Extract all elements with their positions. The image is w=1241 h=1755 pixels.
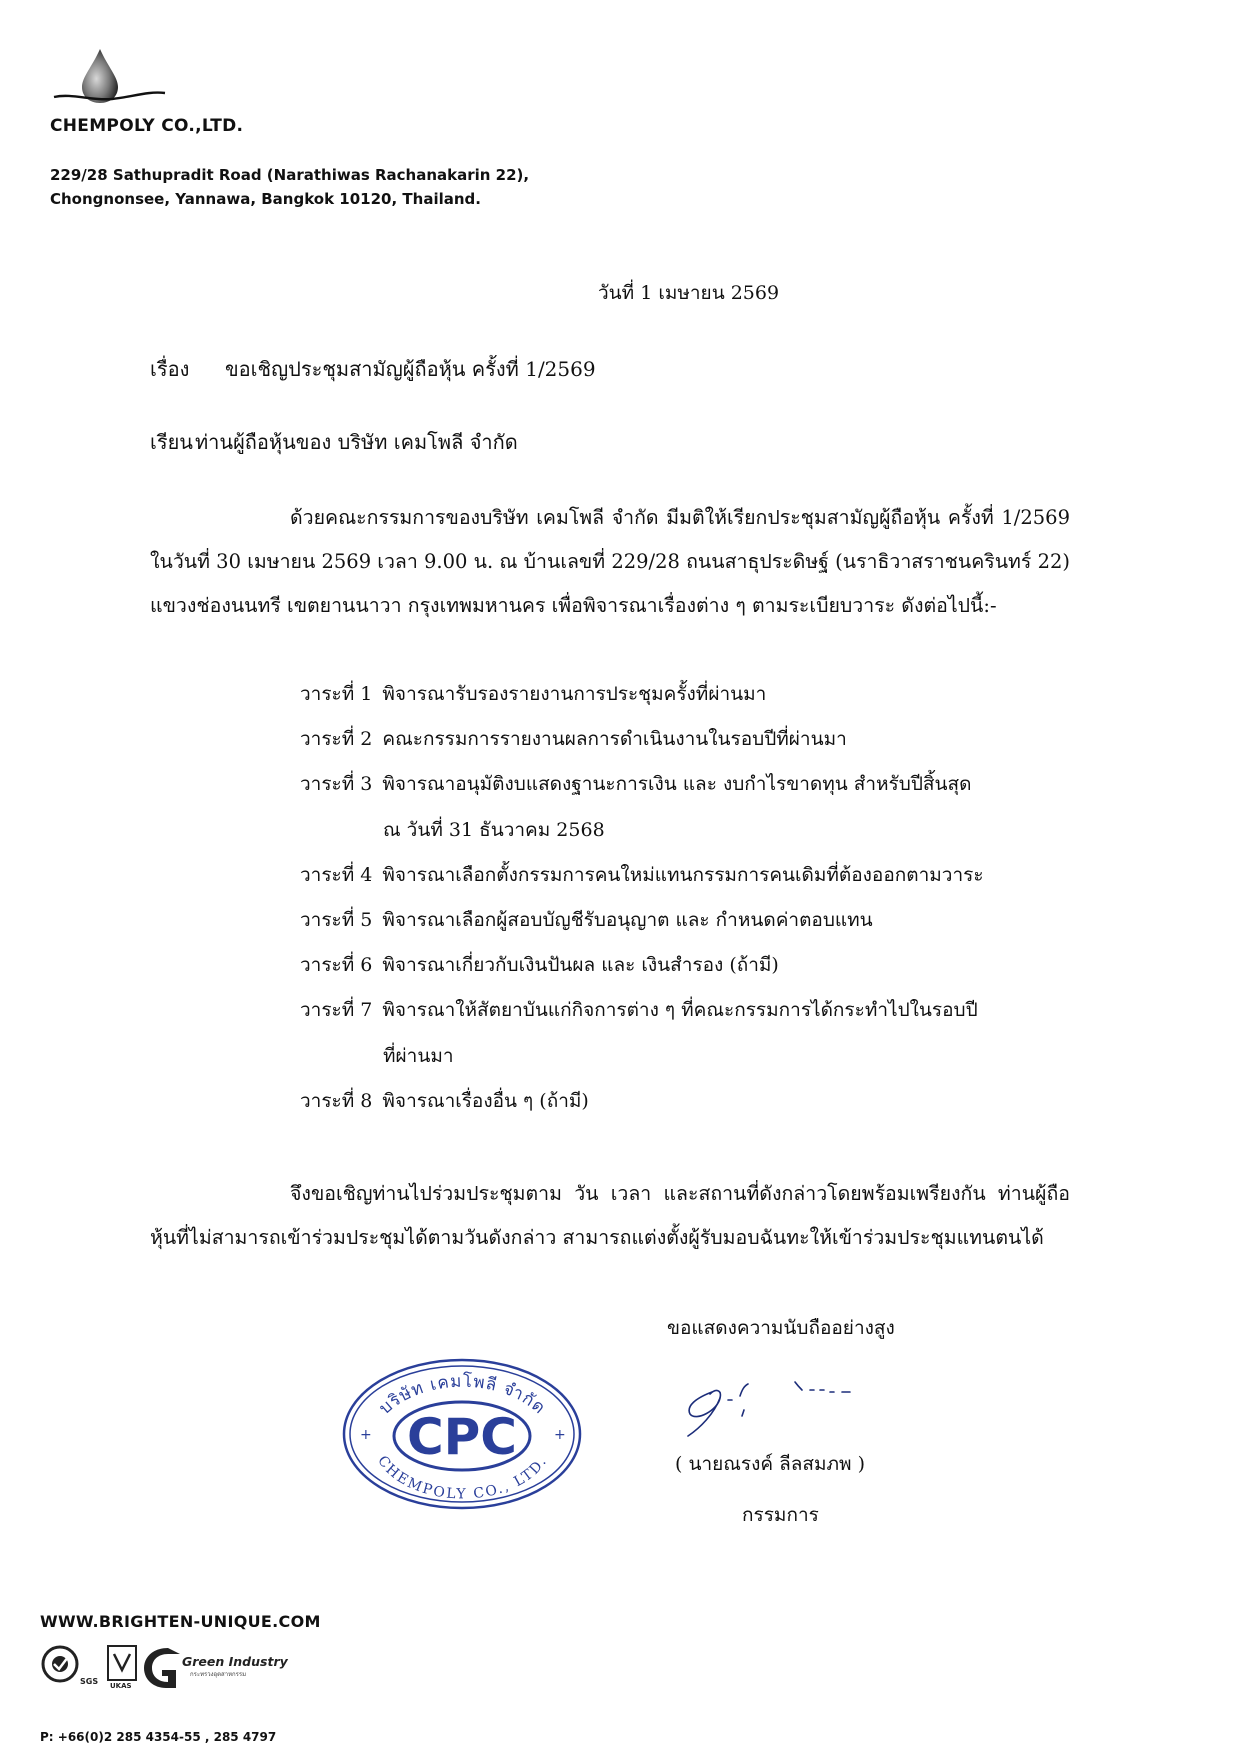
to-label: เรียน	[150, 430, 193, 454]
paragraph-2-text: จึงขอเชิญท่านไปร่วมประชุมตาม วัน เวลา และสถานที่ดังกล่าวโดยพร้อมเพรียงกัน ท่านผู้ถือหุ้นที่ไม่สามารถเข้าร่วมประชุมได้ตามวันดังกล่าว สามารถแต่งตั้งผู้รับมอบฉันทะให้เข้าร่วมประชุมแทนตนได้	[150, 1182, 1070, 1249]
agenda-item	[300, 943, 1080, 988]
green-industry-sub: กระทรวงอุตสาหกรรม	[190, 1671, 247, 1678]
subject-text: ขอเชิญประชุมสามัญผู้ถือหุ้น ครั้งที่ 1/2569	[225, 357, 596, 381]
agenda-number: วาระที่ 6	[300, 954, 373, 977]
agenda-continuation: ที่ผ่านมา	[383, 1044, 454, 1067]
agenda-item	[300, 898, 1080, 943]
ukas-label: UKAS	[110, 1682, 132, 1690]
handwritten-signature	[660, 1370, 940, 1440]
agenda-text: พิจารณาเลือกตั้งกรรมการคนใหม่แทนกรรมการคนเดิมที่ต้องออกตามวาระ	[382, 863, 984, 886]
agenda-item	[300, 853, 1080, 898]
subject-label: เรื่อง	[150, 357, 190, 381]
agenda-number: วาระที่ 5	[300, 909, 373, 932]
to-text: ท่านผู้ถือหุ้นของ บริษัท เคมโพลี จำกัด	[195, 430, 518, 454]
agenda-item	[300, 717, 1080, 762]
body-paragraph-1	[150, 496, 1070, 628]
address-line-2: Chongnonsee, Yannawa, Bangkok 10120, Thailand.	[50, 190, 481, 208]
agenda-text: พิจารณารับรองรายงานการประชุมครั้งที่ผ่านมา	[382, 683, 767, 705]
chempoly-logo-icon	[52, 45, 167, 105]
agenda-number: วาระที่ 4	[300, 863, 373, 886]
agenda-number: วาระที่ 2	[300, 728, 373, 751]
certification-logos	[40, 1642, 300, 1694]
agenda-text: พิจารณาเกี่ยวกับเงินปันผล และ เงินสำรอง (ถ้ามี)	[382, 954, 779, 977]
agenda-text: พิจารณาเลือกผู้สอบบัญชีรับอนุญาต และ กำหนดค่าตอบแทน	[382, 909, 873, 932]
website-url: WWW.BRIGHTEN-UNIQUE.COM	[40, 1612, 321, 1631]
agenda-text: พิจารณาเรื่องอื่น ๆ (ถ้ามี)	[382, 1089, 589, 1112]
address-line-1: 229/28 Sathupradit Road (Narathiwas Rachanakarin 22),	[50, 166, 530, 184]
svg-text:+: +	[554, 1427, 566, 1443]
agenda-item	[300, 1079, 1080, 1124]
stamp-bottom-text: CHEMPOLY CO., LTD.	[374, 1453, 551, 1503]
agenda-number: วาระที่ 8	[300, 1089, 373, 1112]
agenda-continuation: ณ วันที่ 31 ธันวาคม 2568	[383, 818, 605, 841]
phone-number: P: +66(0)2 285 4354-55 , 285 4797	[40, 1730, 277, 1744]
sgs-label: SGS	[80, 1677, 99, 1686]
agenda-number: วาระที่ 3	[300, 773, 373, 796]
svg-text:+: +	[360, 1427, 372, 1443]
paragraph-1-text: ด้วยคณะกรรมการของบริษัท เคมโพลี จำกัด มีมติให้เรียกประชุมสามัญผู้ถือหุ้น ครั้งที่ 1/2569 ในวันที่ 30 เมษายน 2569 เวลา 9.00 น. ณ บ้านเลขที่ 229/28 ถนนสาธุประดิษฐ์ (นราธิวาสราชนครินทร์ 22) แขวงช่องนนทรี เขตยานนาวา กรุงเทพมหานคร เพื่อพิจารณาเรื่องต่าง ๆ ตามระเบียบวาระ ดังต่อไปนี้:-	[150, 506, 1070, 617]
signer-name: ( นายณรงค์ ลีลสมภพ )	[675, 1453, 866, 1475]
closing-text: ขอแสดงความนับถืออย่างสูง	[667, 1317, 895, 1339]
agenda-number: วาระที่ 7	[300, 999, 373, 1022]
stamp-center-text: CPC	[406, 1408, 518, 1466]
letter-date: วันที่ 1 เมษายน 2569	[598, 282, 780, 304]
company-address	[50, 163, 529, 211]
company-name: CHEMPOLY CO.,LTD.	[50, 116, 244, 136]
green-industry-label: Green Industry	[182, 1654, 288, 1669]
body-paragraph-2	[150, 1172, 1070, 1260]
agenda-item	[300, 988, 1080, 1078]
agenda-number: วาระที่ 1	[300, 683, 373, 705]
signer-position: กรรมการ	[742, 1504, 819, 1526]
agenda-text: พิจารณาให้สัตยาบันแก่กิจการต่าง ๆ ที่คณะกรรมการได้กระทำไปในรอบปี	[382, 999, 978, 1022]
agenda-item	[300, 672, 1080, 717]
stamp-top-text: บริษัท เคมโพลี จำกัด	[375, 1371, 550, 1419]
sgs-cert-icon	[43, 1647, 98, 1686]
agenda-text: พิจารณาอนุมัติงบแสดงฐานะการเงิน และ งบกำไรขาดทุน สำหรับปีสิ้นสุด	[382, 773, 972, 796]
agenda-item	[300, 762, 1080, 852]
company-stamp-icon	[340, 1355, 585, 1513]
agenda-list	[300, 672, 1080, 1124]
ukas-cert-icon	[108, 1646, 136, 1690]
agenda-text: คณะกรรมการรายงานผลการดำเนินงานในรอบปีที่ผ่านมา	[382, 728, 847, 751]
green-industry-icon	[144, 1648, 289, 1688]
